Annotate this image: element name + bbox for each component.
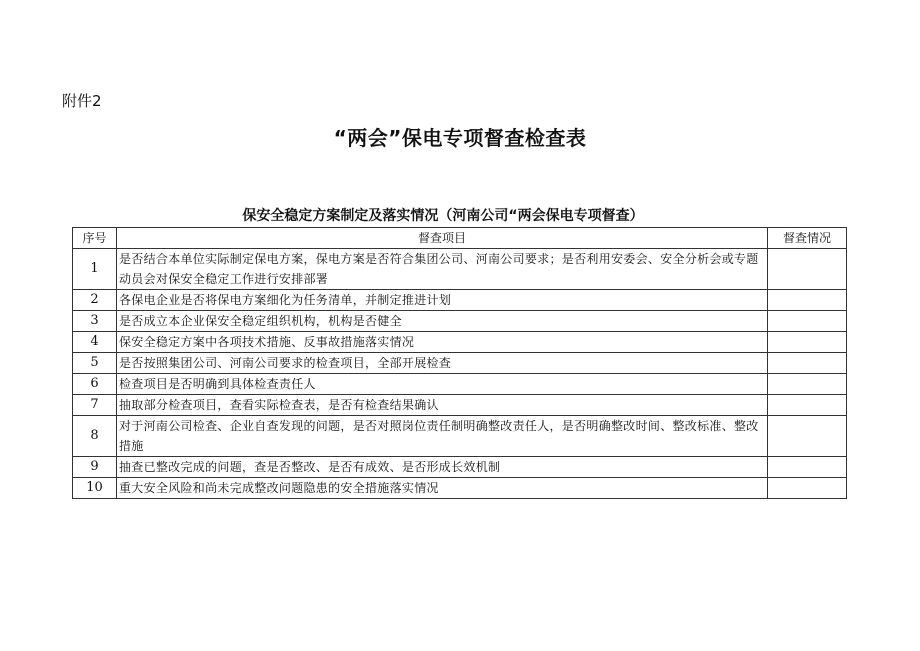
table-body [73, 249, 847, 499]
row-serial-number: 8 [73, 416, 117, 457]
row-serial-number: 7 [73, 395, 117, 416]
document-title: “两会”保电专项督查检查表 [333, 126, 587, 150]
row-serial-number: 4 [73, 332, 117, 353]
row-inspection-item: 保安全稳定方案中各项技术措施、反事故措施落实情况 [117, 332, 768, 353]
row-serial-number: 10 [73, 478, 117, 499]
row-inspection-item: 检查项目是否明确到具体检查责任人 [117, 374, 768, 395]
row-serial-number: 1 [73, 249, 117, 290]
attachment-label: 附件2 [62, 92, 102, 110]
row-inspection-item: 是否结合本单位实际制定保电方案，保电方案是否符合集团公司、河南公司要求；是否利用安委会、安全分析会或专题动员会对保安全稳定工作进行安排部署 [117, 249, 768, 290]
row-inspection-status-cell[interactable] [768, 332, 847, 353]
table-row [73, 353, 847, 374]
row-serial-number: 3 [73, 311, 117, 332]
row-inspection-item: 是否成立本企业保安全稳定组织机构，机构是否健全 [117, 311, 768, 332]
row-inspection-status-cell[interactable] [768, 395, 847, 416]
row-inspection-status-cell[interactable] [768, 457, 847, 478]
row-inspection-status-cell[interactable] [768, 311, 847, 332]
table-row [73, 457, 847, 478]
row-inspection-item: 重大安全风险和尚未完成整改问题隐患的安全措施落实情况 [117, 478, 768, 499]
row-inspection-item: 各保电企业是否将保电方案细化为任务清单，并制定推进计划 [117, 290, 768, 311]
row-inspection-status-cell[interactable] [768, 478, 847, 499]
header-inspection-status: 督查情况 [768, 228, 847, 249]
row-inspection-status-cell[interactable] [768, 374, 847, 395]
table-row [73, 374, 847, 395]
row-inspection-item: 对于河南公司检查、企业自查发现的问题，是否对照岗位责任制明确整改责任人，是否明确整改时间、整改标准、整改措施 [117, 416, 768, 457]
table-row [73, 416, 847, 457]
row-serial-number: 9 [73, 457, 117, 478]
row-serial-number: 6 [73, 374, 117, 395]
table-row [73, 249, 847, 290]
row-inspection-item: 抽取部分检查项目，查看实际检查表，是否有检查结果确认 [117, 395, 768, 416]
row-inspection-status-cell[interactable] [768, 416, 847, 457]
row-inspection-item: 是否按照集团公司、河南公司要求的检查项目，全部开展检查 [117, 353, 768, 374]
row-inspection-status-cell[interactable] [768, 353, 847, 374]
table-row [73, 311, 847, 332]
row-serial-number: 2 [73, 290, 117, 311]
table-header-row [73, 228, 847, 249]
table-row [73, 478, 847, 499]
table-row [73, 290, 847, 311]
row-inspection-item: 抽查已整改完成的问题，查是否整改、是否有成效、是否形成长效机制 [117, 457, 768, 478]
header-serial-number: 序号 [73, 228, 117, 249]
inspection-checklist-table [72, 227, 847, 499]
table-row [73, 395, 847, 416]
row-inspection-status-cell[interactable] [768, 290, 847, 311]
header-inspection-item: 督查项目 [117, 228, 768, 249]
row-inspection-status-cell[interactable] [768, 249, 847, 290]
row-serial-number: 5 [73, 353, 117, 374]
table-caption: 保安全稳定方案制定及落实情况（河南公司“两会保电专项督查） [242, 208, 644, 224]
table-row [73, 332, 847, 353]
